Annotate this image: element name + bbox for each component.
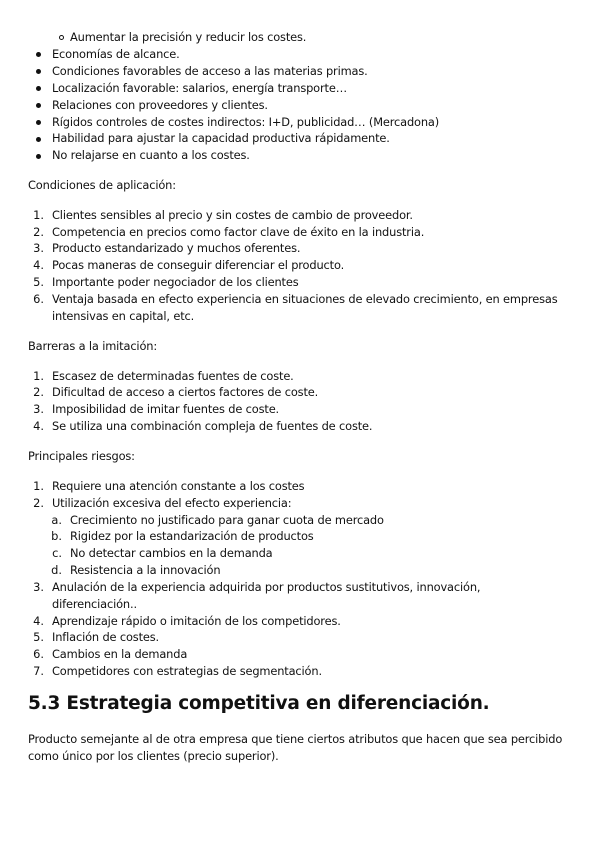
list-number: 2.: [33, 225, 44, 239]
list-item: Pocas maneras de conseguir diferenciar el producto.: [52, 258, 345, 272]
list-item: Resistencia a la innovación: [70, 563, 221, 577]
hollow-bullet-icon: [59, 35, 64, 40]
list-item: Economías de alcance.: [52, 47, 180, 61]
section-label: Condiciones de aplicación:: [28, 178, 176, 192]
list-item: Rígidos controles de costes indirectos: I+D, publicidad… (Mercadona): [52, 115, 440, 129]
list-item: Condiciones favorables de acceso a las materias primas.: [52, 64, 368, 78]
bullet-icon: [36, 120, 41, 125]
list-number: 6.: [33, 292, 44, 306]
list-letter: c.: [52, 546, 62, 560]
list-item-continuation: diferenciación..: [52, 597, 137, 611]
list-item: Se utiliza una combinación compleja de fuentes de coste.: [52, 419, 373, 433]
list-number: 5.: [33, 630, 44, 644]
list-number: 1.: [33, 479, 44, 493]
list-number: 4.: [33, 614, 44, 628]
list-letter: a.: [51, 513, 62, 527]
list-item: Competencia en precios como factor clave de éxito en la industria.: [52, 225, 425, 239]
section-label: Principales riesgos:: [28, 449, 135, 463]
list-item: No relajarse en cuanto a los costes.: [52, 148, 250, 162]
list-item: Relaciones con proveedores y clientes.: [52, 98, 268, 112]
list-number: 7.: [33, 664, 44, 678]
list-letter: b.: [51, 529, 62, 543]
list-item: Inflación de costes.: [52, 630, 160, 644]
paragraph-line: Producto semejante al de otra empresa que tiene ciertos atributos que hacen que sea percibido: [28, 732, 563, 746]
list-letter: d.: [51, 563, 62, 577]
paragraph-line: como único por los clientes (precio superior).: [28, 749, 279, 763]
list-number: 3.: [33, 402, 44, 416]
list-item: Cambios en la demanda: [52, 647, 188, 661]
list-item: Crecimiento no justificado para ganar cuota de mercado: [70, 513, 384, 527]
list-number: 1.: [33, 208, 44, 222]
list-item: Importante poder negociador de los clientes: [52, 275, 299, 289]
list-number: 1.: [33, 369, 44, 383]
list-item: Utilización excesiva del efecto experiencia:: [52, 496, 292, 510]
list-number: 5.: [33, 275, 44, 289]
list-item: Imposibilidad de imitar fuentes de coste.: [52, 402, 280, 416]
list-number: 3.: [33, 241, 44, 255]
list-item: Localización favorable: salarios, energía transporte…: [52, 81, 347, 95]
list-item: Dificultad de acceso a ciertos factores de coste.: [52, 385, 319, 399]
list-number: 2.: [33, 496, 44, 510]
section-label: Barreras a la imitación:: [28, 339, 158, 353]
bullet-icon: [36, 103, 41, 108]
list-item: Aumentar la precisión y reducir los costes.: [70, 30, 307, 44]
list-number: 6.: [33, 647, 44, 661]
section-heading: 5.3 Estrategia competitiva en diferenciación.: [28, 693, 490, 714]
list-number: 3.: [33, 580, 44, 594]
list-item: Producto estandarizado y muchos oferentes.: [52, 241, 301, 255]
bullet-icon: [36, 154, 41, 159]
bullet-icon: [36, 86, 41, 91]
list-item: Ventaja basada en efecto experiencia en situaciones de elevado crecimiento, en empresas: [52, 292, 558, 306]
list-item: Competidores con estrategias de segmentación.: [52, 664, 322, 678]
list-item-continuation: intensivas en capital, etc.: [52, 309, 195, 323]
list-item: Rigidez por la estandarización de productos: [70, 529, 314, 543]
list-item: Escasez de determinadas fuentes de coste.: [52, 369, 294, 383]
bullet-icon: [36, 137, 41, 142]
list-number: 2.: [33, 385, 44, 399]
list-item: Anulación de la experiencia adquirida por productos sustitutivos, innovación,: [52, 580, 481, 594]
bullet-icon: [36, 52, 41, 57]
list-number: 4.: [33, 419, 44, 433]
list-item: No detectar cambios en la demanda: [70, 546, 273, 560]
list-item: Clientes sensibles al precio y sin costes de cambio de proveedor.: [52, 208, 413, 222]
list-item: Habilidad para ajustar la capacidad productiva rápidamente.: [52, 131, 390, 145]
list-item: Requiere una atención constante a los costes: [52, 479, 305, 493]
bullet-icon: [36, 69, 41, 74]
list-number: 4.: [33, 258, 44, 272]
list-item: Aprendizaje rápido o imitación de los competidores.: [52, 614, 341, 628]
